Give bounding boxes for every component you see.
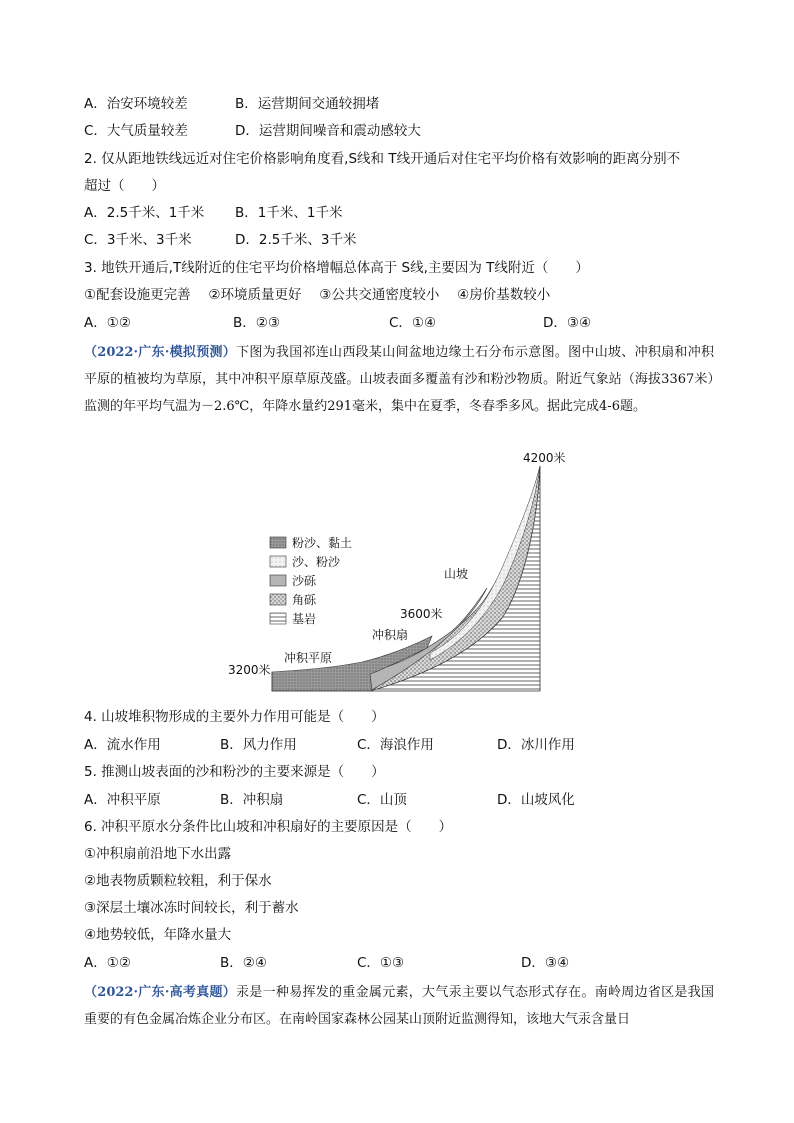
source-tag-2: （2022·广东·高考真题）	[84, 985, 237, 1000]
intro-paragraph-4-6	[84, 339, 714, 420]
q5-stem: 5. 推测山坡表面的沙和粉沙的主要来源是（ ）	[84, 764, 385, 780]
q3-option-a: A．①②	[84, 315, 131, 331]
q3-option-c: C．①④	[389, 315, 437, 331]
q4-option-d: D．冰川作用	[497, 737, 575, 753]
intro-text: 下图为我国祁连山西段某山间盆地边缘土石分布示意图。图中山坡、冲积扇和冲积平原的植被均为草原，其中冲积平原草原茂盛。山坡表面多覆盖有沙和粉沙物质。附近气象站（海拔3367米）监测的年平均气温为－2.6℃，年降水量约291毫米，集中在夏季，冬春季多风。据此完成4-6题。	[84, 345, 714, 414]
q1-option-c: C．大气质量较差	[84, 123, 188, 139]
q2-stem-line2: 超过（ ）	[84, 178, 165, 194]
q6-item-1: ①冲积扇前沿地下水出露	[84, 846, 232, 862]
q3-items: ①配套设施更完善 ②环境质量更好 ③公共交通密度较小 ④房价基数较小	[84, 287, 551, 303]
q1-option-a: A．治安环境较差	[84, 96, 188, 112]
q6-item-3: ③深层土壤冰冻时间较长，利于蓄水	[84, 900, 299, 916]
q4-option-b: B．风力作用	[220, 737, 297, 753]
slope-deposit-diagram	[222, 448, 582, 698]
q6-item-2: ②地表物质颗粒较粗，利于保水	[84, 873, 272, 889]
label-4200m: 4200米	[523, 451, 566, 465]
q2-option-a: A．2.5千米、1千米	[84, 205, 205, 221]
q6-option-c: C．①③	[357, 955, 405, 971]
q5-option-b: B．冲积扇	[220, 792, 284, 808]
label-plain: 冲积平原	[284, 651, 333, 665]
legend-gravel: 沙砾	[292, 574, 317, 588]
q4-option-c: C．海浪作用	[357, 737, 434, 753]
legend-breccia: 角砾	[292, 593, 317, 607]
intro-text-2: 汞是一种易挥发的重金属元素，大气汞主要以气态形式存在。南岭周边省区是我国重要的有色金属冶炼企业分布区。在南岭国家森林公园某山顶附近监测得知，该地大气汞含量日	[84, 985, 714, 1027]
q6-option-b: B．②④	[220, 955, 267, 971]
label-fan: 冲积扇	[372, 628, 409, 642]
q1-option-d: D．运营期间噪音和震动感较大	[235, 123, 421, 139]
legend-silt-clay: 粉沙、黏土	[292, 536, 353, 550]
label-3600m: 3600米	[400, 607, 443, 621]
legend-bedrock: 基岩	[292, 612, 317, 626]
q6-option-d: D．③④	[521, 955, 570, 971]
q6-stem: 6. 冲积平原水分条件比山坡和冲积扇好的主要原因是（ ）	[84, 819, 453, 835]
intro-paragraph-next	[84, 979, 714, 1033]
q4-stem: 4. 山坡堆积物形成的主要外力作用可能是（ ）	[84, 709, 385, 725]
q5-option-d: D．山坡风化	[497, 792, 575, 808]
q1-option-b: B．运营期间交通较拥堵	[235, 96, 380, 112]
source-tag: （2022·广东·模拟预测）	[84, 345, 237, 360]
q2-stem-line1: 2. 仅从距地铁线远近对住宅价格影响角度看,S线和 T线开通后对住宅平均价格有效影响的距离分别不	[84, 151, 681, 167]
q5-option-c: C．山顶	[357, 792, 407, 808]
q5-option-a: A．冲积平原	[84, 792, 161, 808]
q2-option-b: B．1千米、1千米	[235, 205, 343, 221]
q3-option-b: B．②③	[233, 315, 280, 331]
label-3200m: 3200米	[228, 663, 271, 677]
legend	[270, 535, 352, 626]
q2-option-c: C．3千米、3千米	[84, 232, 192, 248]
label-slope: 山坡	[444, 567, 469, 581]
legend-sand-silt: 沙、粉沙	[292, 555, 341, 569]
q3-stem: 3. 地铁开通后,T线附近的住宅平均价格增幅总体高于 S线,主要因为 T线附近（ ）	[84, 260, 589, 276]
q6-item-4: ④地势较低，年降水量大	[84, 927, 232, 943]
q4-option-a: A．流水作用	[84, 737, 161, 753]
q3-option-d: D．③④	[543, 315, 592, 331]
q2-option-d: D．2.5千米、3千米	[235, 232, 357, 248]
q6-option-a: A．①②	[84, 955, 131, 971]
